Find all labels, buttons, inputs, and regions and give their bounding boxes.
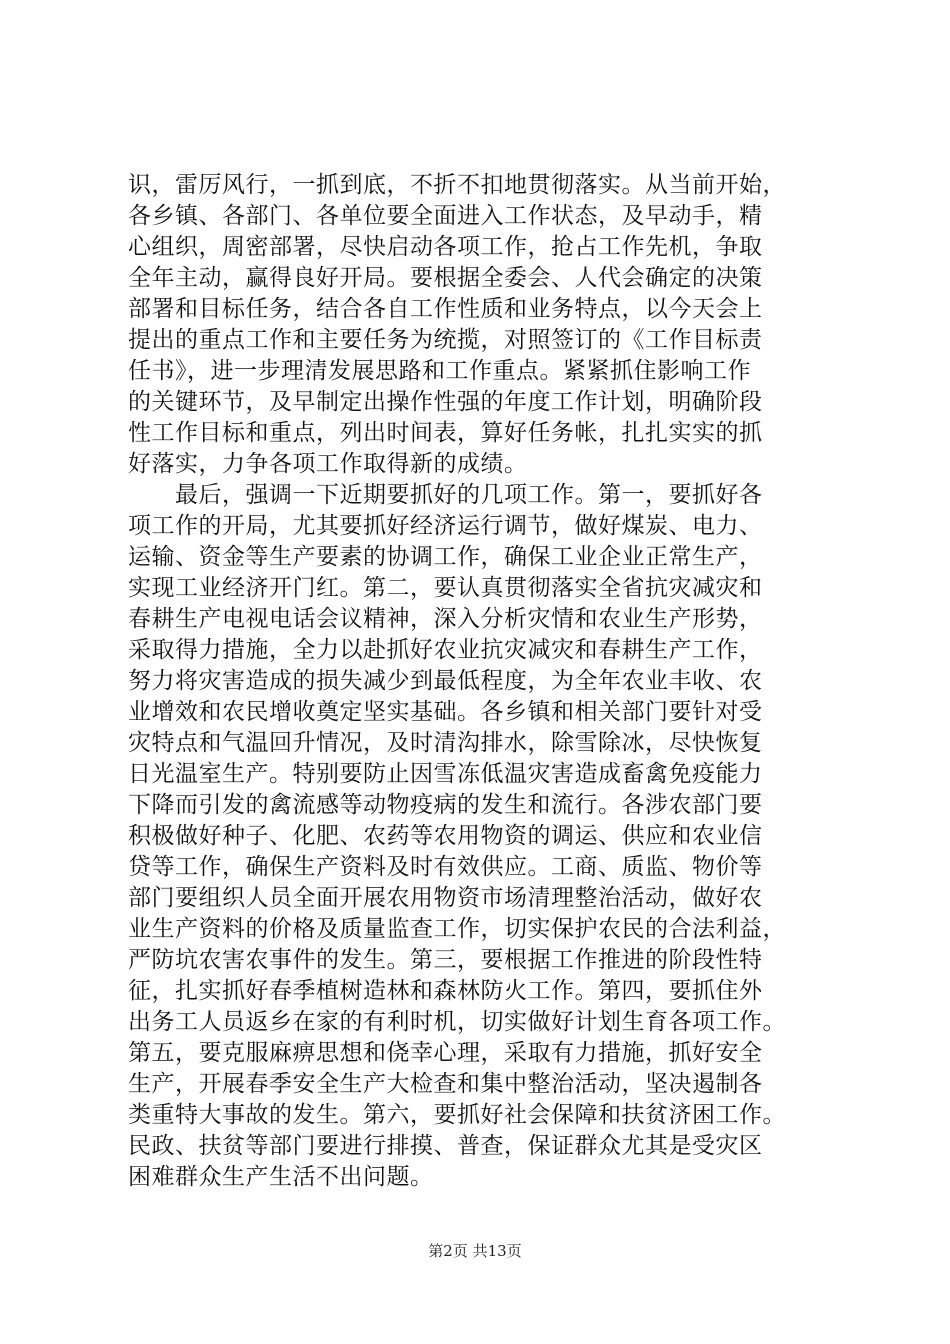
text-line: 好落实，力争各项工作取得新的成绩。 bbox=[128, 451, 528, 477]
text-line: 识，雷厉风行，一抓到底，不折不扣地贯彻落实。从当前开始， bbox=[128, 172, 786, 198]
text-line: 第五，要克服麻痹思想和侥幸心理，采取有力措施，抓好安全 bbox=[128, 1040, 763, 1066]
text-line: 下降而引发的禽流感等动物疫病的发生和流行。各涉农部门要 bbox=[128, 792, 763, 818]
text-line: 部署和目标任务，结合各自工作性质和业务特点，以今天会上 bbox=[128, 296, 763, 322]
text-line: 努力将灾害造成的损失减少到最低程度，为全年农业丰收、农 bbox=[128, 668, 763, 694]
text-line: 业生产资料的价格及质量监查工作，切实保护农民的合法利益， bbox=[128, 916, 786, 942]
text-line: 征，扎实抓好春季植树造林和森林防火工作。第四，要抓住外 bbox=[128, 978, 763, 1004]
text-line: 困难群众生产生活不出问题。 bbox=[128, 1164, 434, 1190]
text-line: 任书》，进一步理清发展思路和工作重点。紧紧抓住影响工作 bbox=[128, 358, 751, 384]
text-line: 的关键环节，及早制定出操作性强的年度工作计划，明确阶段 bbox=[128, 389, 763, 415]
text-line: 积极做好种子、化肥、农药等农用物资的调运、供应和农业信 bbox=[128, 823, 763, 849]
text-line: 部门要组织人员全面开展农用物资市场清理整治活动，做好农 bbox=[128, 885, 763, 911]
text-line: 日光温室生产。特别要防止因雪冻低温灾害造成畜禽免疫能力 bbox=[128, 761, 763, 787]
text-line: 全年主动，赢得良好开局。要根据全委会、人代会确定的决策 bbox=[128, 265, 763, 291]
text-line: 类重特大事故的发生。第六，要抓好社会保障和扶贫济困工作。 bbox=[128, 1102, 786, 1128]
text-line: 生产，开展春季安全生产大检查和集中整治活动，坚决遏制各 bbox=[128, 1071, 763, 1097]
text-line: 各乡镇、各部门、各单位要全面进入工作状态，及早动手，精 bbox=[128, 203, 763, 229]
text-line: 运输、资金等生产要素的协调工作，确保工业企业正常生产， bbox=[128, 544, 763, 570]
text-line: 最后，强调一下近期要抓好的几项工作。第一，要抓好各 bbox=[128, 482, 763, 508]
text-line: 性工作目标和重点，列出时间表，算好任务帐，扎扎实实的抓 bbox=[128, 420, 763, 446]
text-line: 春耕生产电视电话会议精神，深入分析灾情和农业生产形势， bbox=[128, 606, 763, 632]
text-line: 民政、扶贫等部门要进行排摸、普查，保证群众尤其是受灾区 bbox=[128, 1133, 763, 1159]
text-line: 实现工业经济开门红。第二，要认真贯彻落实全省抗灾减灾和 bbox=[128, 575, 763, 601]
text-line: 业增效和农民增收奠定坚实基础。各乡镇和相关部门要针对受 bbox=[128, 699, 763, 725]
text-line: 严防坑农害农事件的发生。第三，要根据工作推进的阶段性特 bbox=[128, 947, 763, 973]
text-line: 灾特点和气温回升情况，及时清沟排水，除雪除冰，尽快恢复 bbox=[128, 730, 763, 756]
text-line: 出务工人员返乡在家的有利时机，切实做好计划生育各项工作。 bbox=[128, 1009, 786, 1035]
text-line: 项工作的开局，尤其要抓好经济运行调节，做好煤炭、电力、 bbox=[128, 513, 763, 539]
text-line: 采取得力措施，全力以赴抓好农业抗灾减灾和春耕生产工作， bbox=[128, 637, 763, 663]
body-text bbox=[128, 170, 828, 1193]
page-number-footer: 第2页 共13页 bbox=[428, 1242, 522, 1260]
text-line: 贷等工作，确保生产资料及时有效供应。工商、质监、物价等 bbox=[128, 854, 763, 880]
text-line: 提出的重点工作和主要任务为统揽，对照签订的《工作目标责 bbox=[128, 327, 763, 353]
text-line: 心组织，周密部署，尽快启动各项工作，抢占工作先机，争取 bbox=[128, 234, 763, 260]
